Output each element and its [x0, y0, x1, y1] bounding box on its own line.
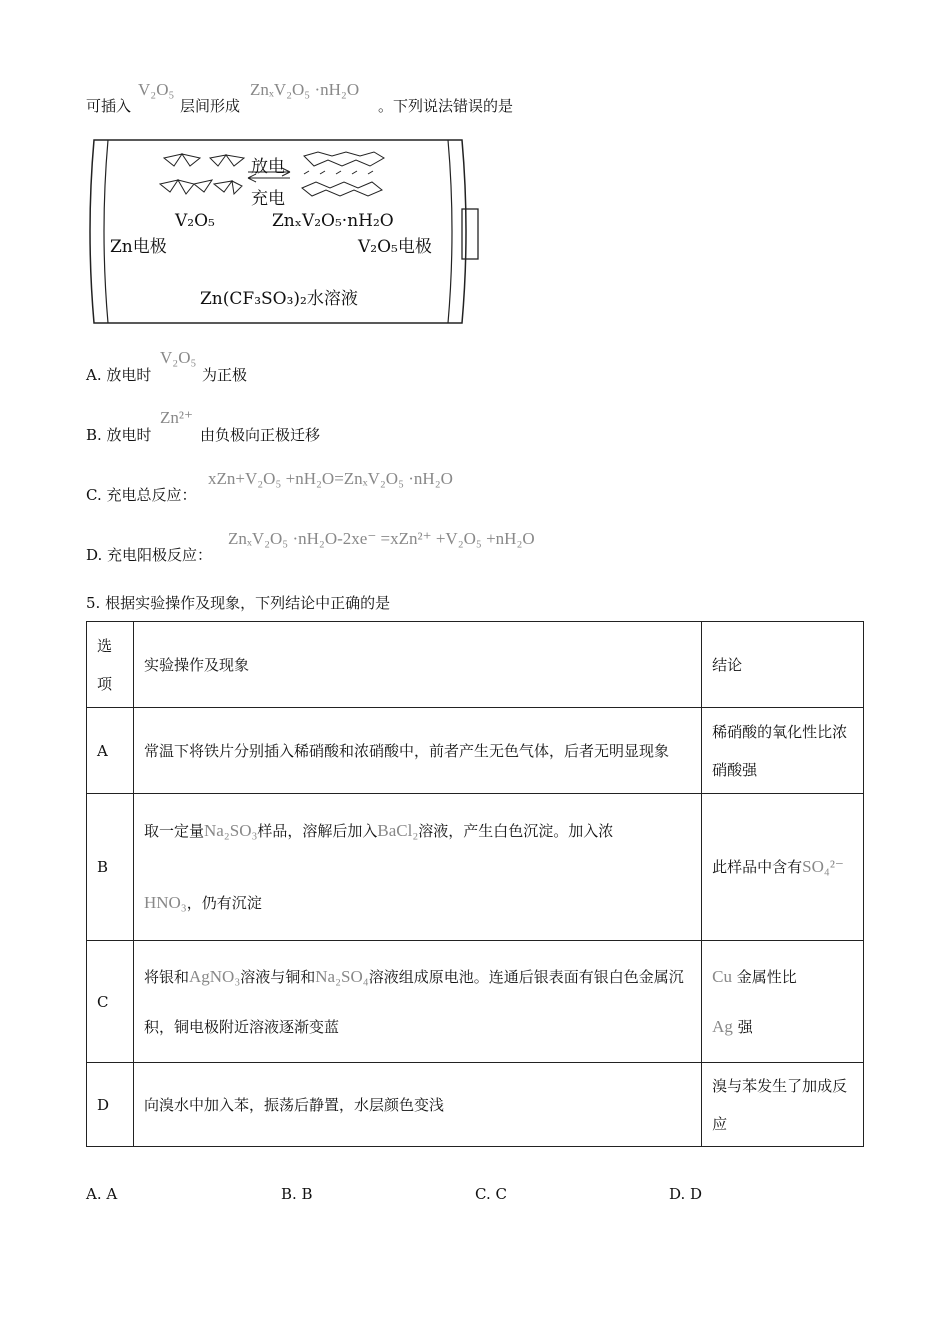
header-option: 选项 [87, 622, 134, 708]
experiment-table [86, 621, 864, 1147]
row-operation: 常温下将铁片分别插入稀硝酸和浓硝酸中，前者产生无色气体，后者无明显现象 [133, 708, 701, 794]
option-a-label: A. 放电时 [86, 366, 152, 384]
header-conclusion: 结论 [702, 622, 864, 708]
row-option: A [87, 708, 134, 794]
option-a-formula: V₂O₅ [160, 348, 197, 367]
intro-suffix: 。下列说法错误的是 [378, 97, 514, 115]
zn-electrode-label: Zn电极 [110, 237, 167, 257]
option-c-formula: xZn+V₂O₅ +nH₂O=ZnₓV₂O₅ ·nH₂O [208, 469, 453, 488]
intro-prefix: 可插入 [86, 97, 132, 115]
row-conclusion: 稀硝酸的氧化性比浓硝酸强 [702, 708, 864, 794]
row-operation: 将银和AgNO₃溶液与铜和Na₂SO₄溶液组成原电池。连通后银表面有银白色金属沉积，铜电极附近溶液逐渐变蓝 [133, 941, 701, 1063]
row-option: B [87, 794, 134, 941]
row-option: D [87, 1063, 134, 1147]
question-5-stem: 5. 根据实验操作及现象，下列结论中正确的是 [86, 594, 391, 612]
row-operation: 向溴水中加入苯，振荡后静置，水层颜色变浅 [133, 1063, 701, 1147]
answer-option-c[interactable]: C. C [475, 1185, 507, 1203]
option-b-label: B. 放电时 [86, 426, 152, 444]
option-b-tail: 由负极向正极迁移 [200, 426, 321, 444]
table-row [87, 941, 864, 1063]
table-header-row [87, 622, 864, 708]
right-compound-label: ZnₓV₂O₅·nH₂O [272, 211, 394, 231]
electrolyte-label: Zn(CF₃SO₃)₂水溶液 [200, 289, 358, 309]
answer-option-b[interactable]: B. B [281, 1185, 313, 1203]
charge-label: 充电 [251, 189, 285, 209]
row-conclusion: 溴与苯发生了加成反应 [702, 1063, 864, 1147]
row-conclusion: Cu 金属性比 Ag 强 [702, 941, 864, 1063]
row-operation: 取一定量Na₂SO₃样品，溶解后加入BaCl₂溶液，产生白色沉淀。加入浓 HNO₃，仍有沉淀 [133, 794, 701, 941]
table-row [87, 794, 864, 941]
row-conclusion: 此样品中含有SO₄²⁻ [702, 794, 864, 941]
table-row [87, 708, 864, 794]
formula-znxv2o5: ZnₓV₂O₅ ·nH₂O [250, 80, 360, 99]
intro-mid: 层间形成 [180, 97, 241, 115]
left-compound-label: V₂O₅ [175, 211, 215, 231]
row-option: C [87, 941, 134, 1063]
formula-v2o5: V₂O₅ [138, 80, 175, 99]
option-b-formula: Zn²⁺ [160, 408, 193, 427]
right-crystal-layers [302, 152, 384, 196]
option-d-formula: ZnₓV₂O₅ ·nH₂O-2xe⁻ =xZn²⁺ +V₂O₅ +nH₂O [228, 529, 535, 548]
header-operation: 实验操作及现象 [133, 622, 701, 708]
discharge-label: 放电 [251, 157, 285, 177]
option-d-label: D. 充电阳极反应： [86, 546, 213, 564]
left-crystal-layers [160, 154, 244, 194]
v-electrode-label: V₂O₅电极 [358, 237, 432, 257]
answer-option-a[interactable]: A. A [86, 1185, 118, 1203]
table-row [87, 1063, 864, 1147]
answer-option-d[interactable]: D. D [669, 1185, 703, 1203]
option-c-label: C. 充电总反应： [86, 486, 197, 504]
option-a-tail: 为正极 [202, 366, 248, 384]
